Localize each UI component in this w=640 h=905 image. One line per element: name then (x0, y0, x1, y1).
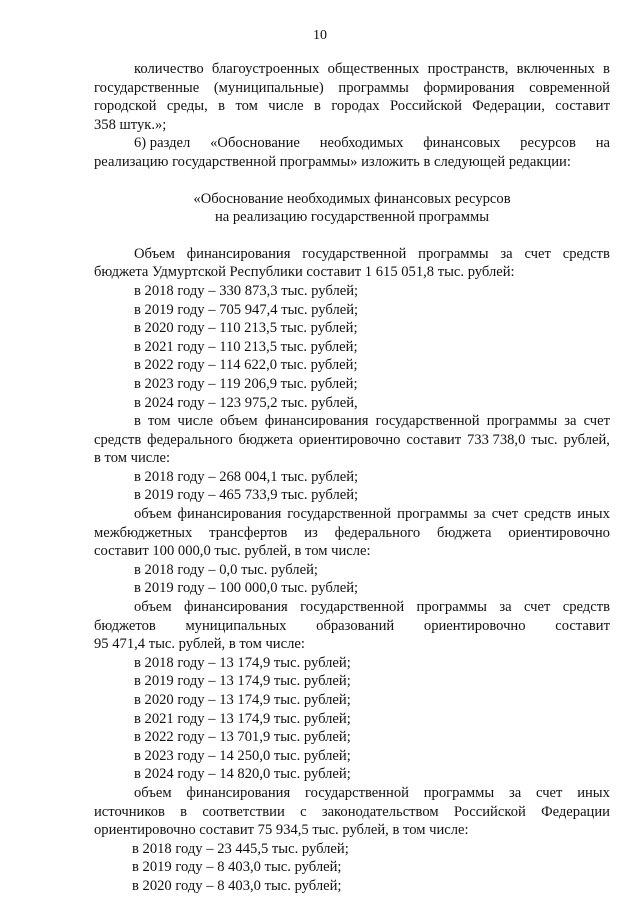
word: тыс. (531, 431, 558, 448)
word: ресурсов (520, 135, 576, 152)
word: формирования (423, 79, 515, 96)
word: объем (134, 784, 172, 801)
word: с (300, 803, 307, 820)
word: Федерации (541, 803, 610, 820)
word: средств (562, 245, 610, 262)
word: иных (577, 506, 610, 523)
word: в (218, 98, 226, 115)
page-number: 10 (313, 28, 327, 43)
word: необходимых (319, 135, 404, 152)
list-item: в 2020 году – 13 174,9 тыс. рублей; (134, 692, 351, 708)
word: том (235, 98, 258, 115)
word: современной (529, 79, 610, 96)
list-item: в 2024 году – 14 820,0 тыс. рублей; (134, 766, 351, 783)
word: финансирования (186, 245, 291, 262)
word: соответствии (202, 803, 285, 820)
word: счет (583, 413, 610, 430)
word: государственной (302, 245, 407, 262)
municipal-funding-paragraph (94, 598, 610, 654)
text-line (94, 617, 610, 636)
word: государственной (300, 599, 405, 616)
text-line: бюджета Удмуртской Республики составит 1 615 051,8 тыс. рублей: (94, 264, 515, 281)
word: муниципальных (185, 617, 287, 634)
word: количество (134, 61, 204, 77)
text-line (94, 505, 610, 524)
word: программы (423, 784, 495, 801)
total-funding-paragraph (94, 245, 610, 282)
text-line (94, 598, 610, 617)
text-line (94, 134, 610, 153)
text-line (94, 97, 610, 116)
word: Объем (134, 245, 175, 262)
text-line: реализацию государственной программы» изложить в следующей редакции: (94, 153, 571, 170)
heading-line: «Обоснование необходимых финансовых ресурсов (193, 190, 511, 207)
word: государственные (94, 79, 200, 96)
word: 733 738,0 (467, 431, 526, 448)
list-item: в 2021 году – 13 174,9 тыс. рублей; (134, 710, 351, 727)
word: за (499, 599, 512, 616)
word: межбюджетных (94, 524, 193, 541)
federal-funding-paragraph (94, 412, 610, 468)
text-line: 358 штук.»; (94, 116, 167, 133)
word: в (603, 61, 610, 77)
federal-years-list (94, 468, 610, 505)
word: финансирования (264, 413, 369, 430)
text-line (94, 79, 610, 98)
word: государственной (375, 413, 480, 430)
word: «Обоснование (210, 135, 300, 152)
list-item: в 2018 году – 13 174,9 тыс. рублей; (134, 654, 351, 671)
list-item: в 2019 году – 8 403,0 тыс. рублей; (132, 859, 342, 876)
text-line (94, 245, 610, 264)
word: городах (331, 98, 380, 115)
word: городской (94, 98, 157, 115)
word: (муниципальные) (213, 79, 324, 96)
word: бюджета (437, 524, 492, 541)
word: числе (177, 413, 213, 430)
word: среды, (166, 98, 208, 115)
word: средств (94, 431, 142, 448)
list-item: в 2020 году – 110 213,5 тыс. рублей; (134, 320, 358, 337)
word: бюджетов (94, 617, 156, 634)
other-years-list (94, 840, 610, 896)
word: финансирования (184, 599, 288, 616)
heading-line: на реализацию государственной программы (214, 209, 490, 226)
word: ориентировочно (423, 617, 526, 634)
section-6-paragraph (94, 134, 610, 171)
list-item: в 2018 году – 0,0 тыс. рублей; (134, 561, 318, 578)
word: Федерации, (472, 98, 545, 115)
transfers-funding-paragraph (94, 505, 610, 561)
word: в (134, 413, 141, 430)
word: на (595, 135, 610, 152)
list-item: в 2018 году – 268 004,1 тыс. рублей; (134, 468, 359, 485)
document-body (94, 60, 610, 896)
word: том (148, 413, 171, 430)
word: федерального (334, 524, 421, 541)
word: составит (555, 98, 610, 115)
word: иных (577, 784, 610, 801)
word: счет (523, 599, 551, 616)
word: средств (524, 506, 572, 523)
word: программы (397, 506, 468, 523)
word: финансирования (186, 784, 291, 801)
section-heading (94, 190, 610, 227)
list-item: в 2020 году – 8 403,0 тыс. рублей; (132, 877, 342, 894)
word: составит (555, 617, 610, 634)
word: за (564, 413, 577, 430)
text-line (94, 60, 610, 79)
word: в (180, 803, 188, 820)
word: Российской (389, 98, 462, 115)
word: трансфертов (209, 524, 288, 541)
text-line (94, 524, 610, 543)
text-line: в том числе: (94, 450, 171, 467)
list-item: в 2023 году – 119 206,9 тыс. рублей; (134, 375, 358, 392)
word: включенных (516, 61, 595, 77)
word: счет (536, 784, 563, 801)
word: федерального (147, 431, 233, 448)
list-item: в 2019 году – 100 000,0 тыс. рублей; (134, 580, 359, 597)
word: рублей, (563, 431, 610, 448)
text-line (94, 803, 610, 822)
transfers-years-list (94, 561, 610, 598)
word: программы (338, 79, 409, 96)
word: счет (524, 245, 551, 262)
word: из (304, 524, 318, 541)
text-line: ориентировочно составит 75 934,5 тыс. рублей, в том числе: (94, 822, 469, 839)
word: в (314, 98, 321, 115)
word: за (500, 245, 513, 262)
word: составит (406, 431, 462, 448)
word: программы (418, 245, 489, 262)
list-item: в 2019 году – 465 733,9 тыс. рублей; (134, 487, 359, 504)
word: за (473, 506, 486, 523)
list-item: в 2023 году – 14 250,0 тыс. рублей; (134, 747, 351, 764)
word: законодательством (321, 803, 439, 820)
word: благоустроенных (211, 61, 320, 77)
word: программы (486, 413, 558, 430)
other-funding-paragraph (94, 784, 610, 840)
word: финансирования (177, 506, 282, 523)
text-line: 95 471,4 тыс. рублей, в том числе: (94, 636, 305, 653)
word: средств (562, 599, 610, 616)
text-line: составит 100 000,0 тыс. рублей, в том числе: (94, 543, 371, 560)
word: Российской (453, 803, 526, 820)
word: счет (491, 506, 519, 523)
word: государственной (287, 506, 392, 523)
text-line (94, 431, 610, 450)
word: ориентировочно (508, 524, 610, 541)
list-item: в 2019 году – 13 174,9 тыс. рублей; (134, 673, 351, 690)
list-item: в 2022 году – 114 622,0 тыс. рублей; (134, 357, 358, 374)
word: объем (134, 506, 172, 523)
list-item: в 2024 году – 123 975,2 тыс. рублей, (134, 394, 358, 411)
intro-paragraph (94, 60, 610, 134)
word: образований (316, 617, 395, 634)
word: числе (268, 98, 304, 115)
word: 6) раздел (134, 135, 191, 152)
municipal-years-list (94, 654, 610, 784)
word: финансовых (423, 135, 501, 152)
word: за (508, 784, 522, 801)
word: общественных (327, 61, 420, 77)
text-line (94, 412, 610, 431)
word: объем (220, 413, 258, 430)
list-item: в 2021 году – 110 213,5 тыс. рублей; (134, 338, 358, 355)
text-line (94, 784, 610, 803)
word: программы (416, 599, 487, 616)
list-item: в 2019 году – 705 947,4 тыс. рублей; (134, 301, 359, 318)
list-item: в 2022 году – 13 701,9 тыс. рублей; (134, 729, 351, 746)
list-item: в 2018 году – 330 873,3 тыс. рублей; (134, 282, 359, 299)
word: источников (94, 803, 165, 820)
word: государственной (304, 784, 409, 801)
word: пространств, (427, 61, 509, 77)
word: ориентировочно (298, 431, 401, 448)
word: бюджета (238, 431, 293, 448)
total-years-list (94, 282, 610, 412)
list-item: в 2018 году – 23 445,5 тыс. рублей; (132, 840, 349, 857)
word: объем (134, 599, 172, 616)
